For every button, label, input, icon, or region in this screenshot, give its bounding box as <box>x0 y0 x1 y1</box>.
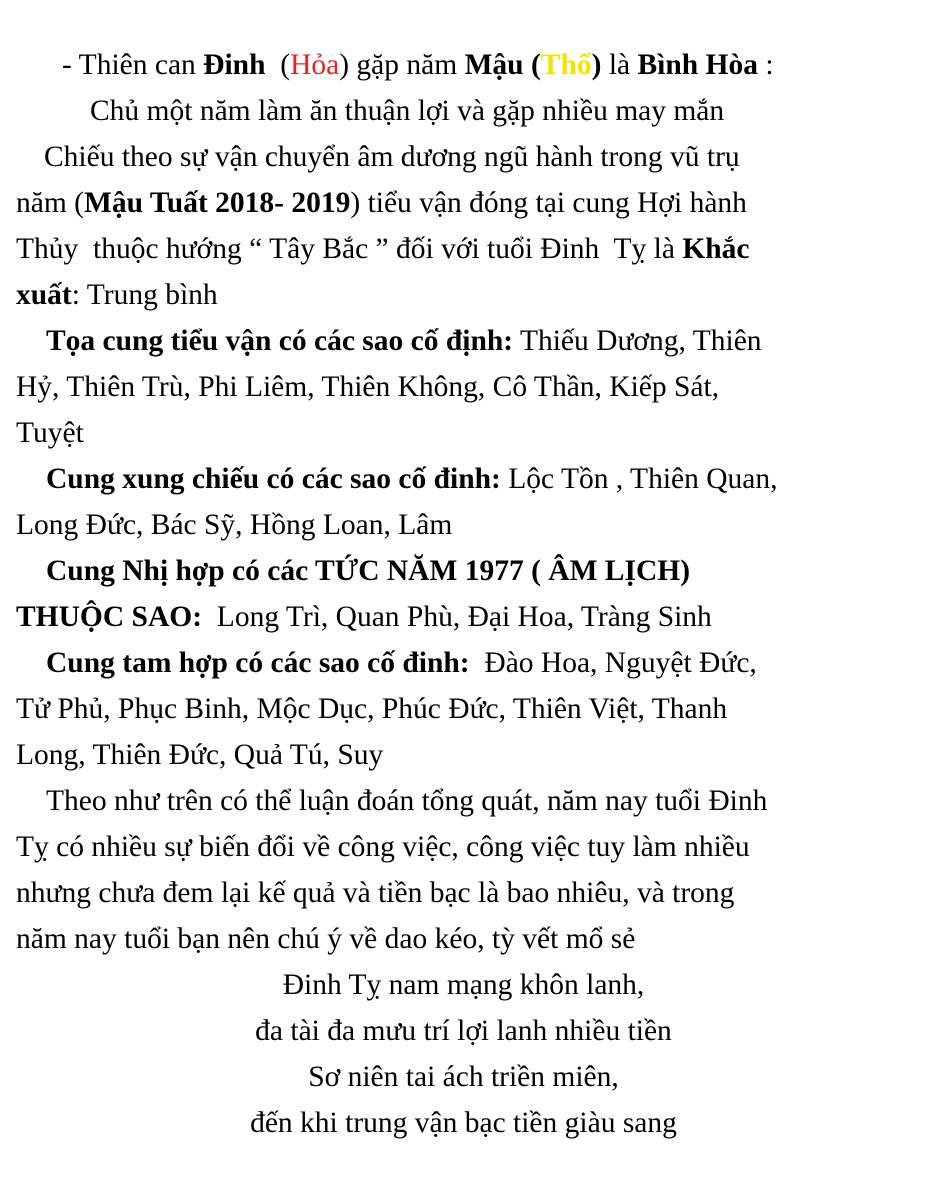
para1-line-3: Thủy thuộc hướng “ Tây Bắc ” đối với tuổi Đinh Tỵ là Khắc <box>16 233 750 265</box>
para1-line-4: xuất: Trung bình <box>16 279 218 311</box>
para3-line-2: Long Đức, Bác Sỹ, Hồng Loan, Lâm <box>16 509 453 541</box>
poem-line-3: Sơ niên tai ách triền miên, <box>308 1061 619 1093</box>
para6-line-1: Theo như trên có thể luận đoán tổng quát, năm nay tuổi Đinh <box>46 785 768 817</box>
para3-line-1: Cung xung chiếu có các sao cố đinh: Lộc Tồn , Thiên Quan, <box>46 463 778 495</box>
intro-line-2: Chủ một năm làm ăn thuận lợi và gặp nhiều may mắn <box>90 95 725 127</box>
para4-line-2: THUỘC SAO: Long Trì, Quan Phù, Đại Hoa, Tràng Sinh <box>16 601 712 633</box>
poem-line-1: Đinh Tỵ nam mạng khôn lanh, <box>282 969 645 1001</box>
para2-line-1: Tọa cung tiểu vận có các sao cố định: Thiếu Dương, Thiên <box>46 325 762 357</box>
para4-line-1: Cung Nhị hợp có các TỨC NĂM 1977 ( ÂM LỊCH) <box>46 555 691 587</box>
para2-line-3: Tuyệt <box>16 417 84 449</box>
para2-line-2: Hỷ, Thiên Trù, Phi Liêm, Thiên Không, Cô Thần, Kiếp Sát, <box>16 371 720 403</box>
poem-line-4: đến khi trung vận bạc tiền giàu sang <box>250 1107 677 1139</box>
para5-line-2: Tử Phủ, Phục Binh, Mộc Dục, Phúc Đức, Thiên Việt, Thanh <box>16 693 728 725</box>
para6-line-4: năm nay tuổi bạn nên chú ý về dao kéo, tỳ vết mổ sẻ <box>16 923 636 955</box>
poem-line-2: đa tài đa mưu trí lợi lanh nhiều tiền <box>255 1015 672 1047</box>
tho-element: Thổ <box>540 49 592 81</box>
para5-line-1: Cung tam hợp có các sao cố đinh: Đào Hoa, Nguyệt Đức, <box>46 647 757 679</box>
para6-line-3: nhưng chưa đem lại kế quả và tiền bạc là bao nhiêu, và trong <box>16 877 735 909</box>
para6-line-2: Tỵ có nhiều sự biến đổi về công việc, công việc tuy làm nhiều <box>16 831 750 863</box>
hoa-element: Hỏa <box>290 49 340 81</box>
para1-line-2: năm (Mậu Tuất 2018- 2019) tiểu vận đóng tại cung Hợi hành <box>16 187 747 219</box>
intro-line-1: - Thiên can Đinh (Hỏa) gặp năm Mậu (Thổ) là Bình Hòa : <box>62 49 774 81</box>
para1-line-1: Chiếu theo sự vận chuyển âm dương ngũ hành trong vũ trụ <box>44 141 740 173</box>
para5-line-3: Long, Thiên Đức, Quả Tú, Suy <box>16 739 384 771</box>
